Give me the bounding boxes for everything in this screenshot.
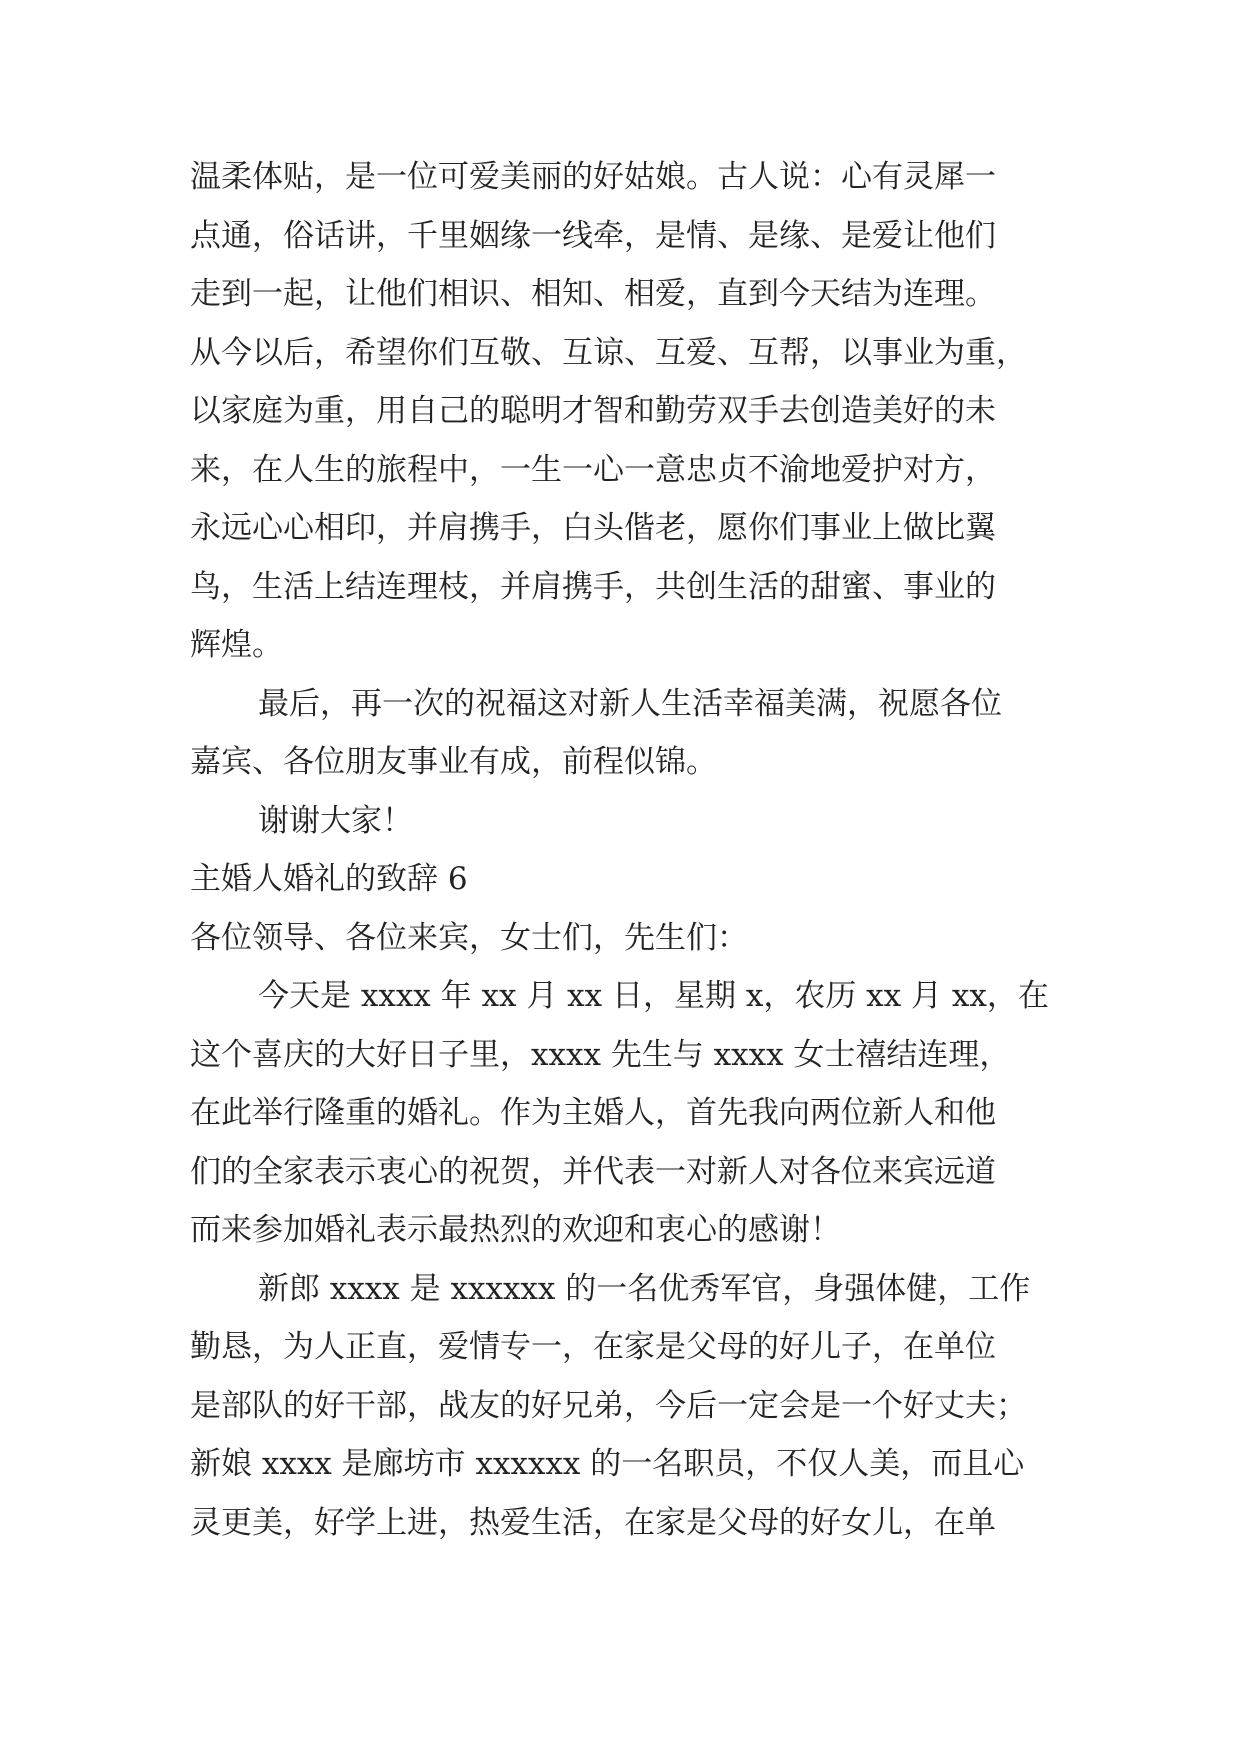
paragraph-start-line: 最后，再一次的祝福这对新人生活幸福美满，祝愿各位 bbox=[258, 685, 1002, 722]
paragraph-start-line: 新郎 xxxx 是 xxxxxx 的一名优秀军官，身强体健，工作 bbox=[258, 1270, 1031, 1307]
text-line: 勤恳，为人正直，爱情专一，在家是父母的好儿子，在单位 bbox=[190, 1329, 996, 1365]
text-line: 点通，俗话讲，千里姻缘一线牵，是情、是缘、是爱让他们 bbox=[190, 217, 996, 254]
text-line: 灵更美，好学上进，热爱生活，在家是父母的好女儿，在单 bbox=[190, 1504, 996, 1541]
text-line: 鸟，生活上结连理枝，并肩携手，共创生活的甜蜜、事业的 bbox=[190, 568, 996, 605]
text-line: 这个喜庆的大好日子里，xxxx 先生与 xxxx 女士禧结连理， bbox=[190, 1036, 1011, 1073]
text-line: 是部队的好干部，战友的好兄弟，今后一定会是一个好丈夫； bbox=[190, 1387, 1027, 1424]
text-line: 温柔体贴，是一位可爱美丽的好姑娘。古人说：心有灵犀一 bbox=[190, 159, 996, 195]
text-line: 从今以后，希望你们互敬、互谅、互爱、互帮，以事业为重， bbox=[190, 334, 1027, 371]
text-line: 们的全家表示衷心的祝贺，并代表一对新人对各位来宾远道 bbox=[190, 1153, 996, 1190]
text-line: 而来参加婚礼表示最热烈的欢迎和衷心的感谢！ bbox=[190, 1212, 841, 1248]
text-line: 来，在人生的旅程中，一生一心一意忠贞不渝地爱护对方， bbox=[190, 451, 996, 488]
text-line: 辉煌。 bbox=[190, 627, 283, 663]
text-line: 嘉宾、各位朋友事业有成，前程似锦。 bbox=[190, 744, 717, 780]
text-line: 新娘 xxxx 是廊坊市 xxxxxx 的一名职员，不仅人美，而且心 bbox=[190, 1446, 1025, 1482]
paragraph-start-line: 今天是 xxxx 年 xx 月 xx 日，星期 x，农历 xx 月 xx，在 bbox=[258, 978, 1049, 1014]
salutation-line: 各位领导、各位来宾，女士们，先生们： bbox=[190, 919, 748, 956]
text-line: 永远心心相印，并肩携手，白头偕老，愿你们事业上做比翼 bbox=[190, 510, 996, 546]
text-line: 在此举行隆重的婚礼。作为主婚人，首先我向两位新人和他 bbox=[190, 1095, 996, 1131]
section-heading: 主婚人婚礼的致辞 6 bbox=[190, 861, 468, 897]
closing-thanks-line: 谢谢大家！ bbox=[258, 802, 413, 839]
text-line: 以家庭为重，用自己的聪明才智和勤劳双手去创造美好的未 bbox=[190, 393, 996, 429]
text-line: 走到一起，让他们相识、相知、相爱，直到今天结为连理。 bbox=[190, 276, 996, 312]
document-body bbox=[190, 148, 1070, 1552]
